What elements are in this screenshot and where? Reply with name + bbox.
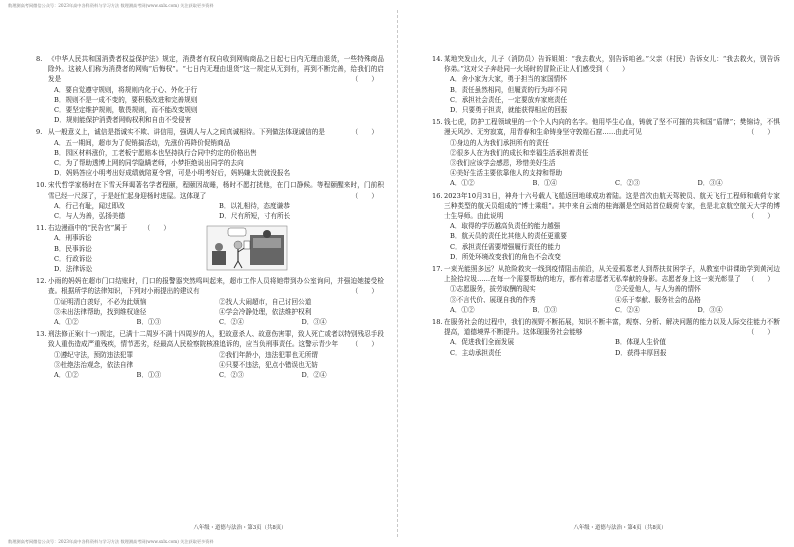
question-16 [432,191,780,262]
question-header [432,317,780,337]
answer-choice: D．②④ [301,371,327,380]
question-12 [36,276,384,327]
option-list [36,233,176,274]
answer-option: C．主动承担责任 [450,348,502,357]
question-15 [432,117,780,188]
page-footer-left: 八年级・道德与法治・第3页（共8页） [193,525,287,531]
answer-parenthesis: （ ） [351,191,378,200]
page-footer-right: 八年级・道德与法治・第4页（共8页） [573,525,667,531]
question-stem [48,180,384,200]
answer-option: ②很多人在为我们的成长和幸福生活承担着责任 [450,148,589,157]
answer-option: A．行己有耻，闻过即改 [54,201,125,210]
question-10 [36,180,384,221]
answer-choice-list [36,317,384,327]
answer-option: D．妈妈答应小明考出好成绩就陪夏令营，可是小明考好后，妈妈嫌太贵就没报名 [54,169,291,178]
answer-option: B．规则不是一成不变的，要积极改进和完善规则 [54,95,198,104]
answer-option: ②关爱他人，与人为善的情怀 [615,285,701,294]
answer-choice: D．③④ [697,179,723,188]
answer-parenthesis: （ ） [351,340,378,349]
question-header [432,191,780,222]
answer-option: D．只要勇于担责，就能获得相应的回报 [450,106,568,115]
question-stem-text: 小雨的妈妈在超市门口结账时，门口的报警器突然鸣叫起来，超市工作人员将她带到办公室询问，并强迫她接受检查。根据所学的法律知识，下列对小雨提出的建议有 [48,277,384,296]
question-stem [48,54,384,85]
answer-option: A．促进我们全面发展 [450,338,515,347]
answer-option: A．取得的学历越高负责任的能力越强 [450,222,561,231]
question-stem-text: 钱七虎，防护工程领域里的一个个人内向的名字。他用毕生心血，铸就了坚不可摧的共和国“盾牌”；樊锦诗，不惧漫天风沙、无穷寂寞，用青春和生命铸身坚守敦煌石窟……由此可见 [444,118,780,137]
question-header [36,127,384,137]
question-header [36,54,384,85]
court-cartoon-image [206,225,288,271]
answer-choice-list [36,370,384,380]
question-number: 10. [36,181,47,190]
answer-choice: A．①② [54,318,79,327]
question-11-body [36,223,384,274]
answer-option: C．为了帮助透博上网的同学隐瞒老师，小梦拒绝说出同学的去向 [54,159,244,168]
answer-choice: A．①② [450,305,475,314]
answer-choice: B．①③ [136,371,162,380]
answer-option: A．五一期间，超市为了促销搞活动，先涨价再降价促销商品 [54,138,231,147]
question-stem-text: 2023年10月31日，神舟十六号载人飞船返回地球成功着陆。这是首次由航天驾驶员、航天飞行工程师和载荷专家三种类型的航天员组成的“博士乘组”。其中来自云南的桂海潮是空间站首位载荷专家，也是北京航空航天大学的博士生导师。由此说明 [444,191,780,221]
option-list [432,138,780,179]
question-stem [444,54,780,74]
question-stem [48,329,384,349]
question-header [432,264,780,284]
answer-option: C．行政诉讼 [54,254,93,263]
answer-choice: C．②④ [219,318,244,327]
answer-option: A．刑事诉讼 [54,234,92,243]
answer-option: D．所处环境改变我们的角色不会改变 [450,252,561,261]
option-list [36,201,384,221]
answer-option: ③我们应该学会感恩，珍惜美好生活 [450,159,556,168]
question-stem [444,117,780,137]
question-stem [48,127,384,137]
option-list [432,221,780,262]
answer-option: C．承担社会责任，一定要放弃家庭责任 [450,95,568,104]
answer-option: C．与人为善，弘扬美德 [54,212,125,221]
answer-option: ④美好生活主要依靠他人的支持和帮助 [450,169,563,178]
question-stem-text: 某地突发山火，儿子（消防员）告诉姐姐：“我去救火，别告诉咱爸。”父亲（村民）告诉女儿：“我去救火，别告诉你弟。”这对父子奔赴同一火场时的冒险正让人们感受到（ ） [444,55,780,74]
answer-choice-list [432,178,780,188]
question-13 [36,329,384,380]
answer-option: B．体现人生价值 [615,338,667,347]
answer-option: D．尺有所短，寸有所长 [219,212,291,221]
left-column [36,54,384,382]
page-divider [397,10,398,537]
answer-option: ①身边的人为我们承担所有的责任 [450,138,549,147]
answer-parenthesis: （ ） [351,128,378,137]
question-header [36,329,384,349]
question-stem-text: 《中华人民共和国消费者权益保护法》规定，消费者有权自收到网购商品之日起七日内无理由退货，一些特殊商品除外。这被人们称为消费者的网购“后悔权”。“七日内无理由退货”这一规定从无到有，再到不断完善，给我们的启发是 [48,55,384,84]
top-banner: 数理测高考网微信公众号：2023年高中各科资料与学习方法 数理测高考网(www.sxlx.com) 关注获取更多资料 [8,3,214,8]
question-number: 16. [432,191,443,200]
question-stem [444,191,780,222]
answer-choice: B．①④ [532,179,558,188]
answer-option: ①志愿服务，拔劳取酬的现实 [450,285,536,294]
answer-parenthesis: （ ） [747,128,774,137]
answer-option: ③未出法律帮助，找到维权途径 [54,307,147,316]
answer-option: C．要坚定维护规则，敬畏规则，而不能改变规则 [54,106,198,115]
answer-parenthesis: （ ） [351,75,378,84]
answer-option: ④只要不违法，犯点小错误也无妨 [219,360,318,369]
answer-choice: D．③④ [301,318,327,327]
question-18 [432,317,780,358]
answer-choice: B．①③ [532,305,558,314]
question-11-text [36,223,176,274]
question-stem-text: 右边漫画中的“民告官”属于 [48,224,128,233]
question-number: 8. [36,55,43,63]
question-header [432,54,780,74]
bottom-banner: 数理测高考网微信公众号：2023年高中各科资料与学习方法 数理测高考网(www.sxlx.com) 关注获取更多资料 [8,539,214,544]
option-list [36,297,384,317]
question-number: 18. [432,318,443,327]
question-header [36,223,176,233]
question-17 [432,264,780,315]
answer-option: ①证明清白羡好，不必为此烦恼 [54,297,147,306]
question-number: 11. [36,224,47,233]
question-stem [48,223,176,233]
option-list [36,350,384,370]
question-header [432,117,780,137]
question-number: 15. [432,118,443,127]
answer-option: B．民事诉讼 [54,244,92,253]
option-list [36,138,384,179]
question-stem-text: 宋代哲学家杨时在下雪天拜谒著名学者程颐，程颐因故睡，杨时不愿打扰他，在门口静候。等程颐醒来时，门前积雪已经一尺深了，于是赶忙起身迎杨时进屋。这体现了 [48,181,384,200]
question-9 [36,127,384,178]
answer-option: B．园区材料涨价，工老板宁愿赔本也坚持执行合同中约定的价格出售 [54,148,257,157]
answer-parenthesis: （ ） [747,328,774,337]
answer-option: ②我们年龄小，违法犯罪也无所谓 [219,350,318,359]
question-number: 14. [432,55,443,63]
answer-choice: B．①③ [136,318,162,327]
question-11 [36,223,384,274]
question-header [36,276,384,296]
answer-option: A．要自觉遵守规则，将规则内化于心、外化于行 [54,85,198,94]
answer-parenthesis: （ ） [747,275,774,284]
question-number: 17. [432,265,443,274]
question-8 [36,54,384,125]
answer-option: D．获得丰厚回报 [615,348,667,357]
answer-choice: C．②④ [615,305,640,314]
answer-option: B．航天员的责任比其他人的责任更重要 [450,232,567,241]
question-stem-text: 刑法修正案(十一)规定，已满十二周岁不满十四周岁的人，犯故意杀人、故意伤害罪，致人死亡或者以特别残忍手段致人重伤造成严重残疾，情节恶劣，经最高人民检察院核准追诉的，应当负刑事责任。这警示青少年 [48,330,384,349]
question-number: 13. [36,330,47,339]
answer-option: ①遵纪守法，预防违法犯罪 [54,350,134,359]
option-list [432,284,780,304]
question-stem [48,276,384,296]
option-list [432,74,780,115]
answer-choice-list [432,305,780,315]
option-list [432,337,780,357]
right-column [432,54,780,360]
answer-choice: C．②③ [615,179,640,188]
answer-option: D．法律诉讼 [54,265,93,274]
answer-option: B．责任虽然相同，但履责的行为却不同 [450,85,567,94]
option-list [36,85,384,126]
answer-option: D．规则能保护消费者网购权利和自由不受侵害 [54,116,192,125]
answer-option: C．承担责任需要增强履行责任的能力 [450,242,561,251]
question-stem-text: 在服务社会的过程中，我们的视野不断拓展，知识不断丰富，观察、分析、解决问题的能力以及人际交往能力不断提高，道德境界不断提升。这体现服务社会能够 [444,318,780,337]
question-stem-text: 一束光能照多远？从抢险救灾一线到疫情阻击前沿，从关爱孤寡老人到帮扶贫困学子，从教室中讲课助学到黄河边上捡拾垃圾……在每一个需要帮助的地方，都有着志愿者无私奉献的身影。志愿者身上这一束光彰显了 [444,265,780,284]
answer-option: A．舍小家为大家，勇于担当的家国情怀 [450,75,567,84]
answer-parenthesis: （ ） [747,212,774,221]
question-header [36,180,384,200]
answer-choice: A．①② [54,371,79,380]
answer-parenthesis: （ ） [351,287,378,296]
answer-option: B．以礼相待，态度谦恭 [219,201,290,210]
question-number: 12. [36,277,47,286]
answer-choice: D．③④ [697,305,723,314]
question-14 [432,54,780,115]
answer-choice: C．②③ [219,371,244,380]
question-stem [444,264,780,284]
question-stem-text: 从一般意义上，诚信是指诚实不欺、讲信用，强调人与人之间真诚相待。下列做法体现诚信的是 [48,128,325,137]
question-stem [444,317,780,337]
question-number: 9. [36,128,43,137]
answer-option: ③不言代价、展现自我的作秀 [450,295,536,304]
answer-option: ④学会冷静处理，依法维护权利 [219,307,312,316]
answer-option: ②找人大闹超市，自己讨回公道 [219,297,312,306]
answer-parenthesis: （ ） [143,224,170,233]
answer-option: ③杜绝法治观念，依法自律 [54,360,134,369]
answer-choice: A．①② [450,179,475,188]
answer-option: ④乐于奉献、服务社会的品格 [615,295,701,304]
